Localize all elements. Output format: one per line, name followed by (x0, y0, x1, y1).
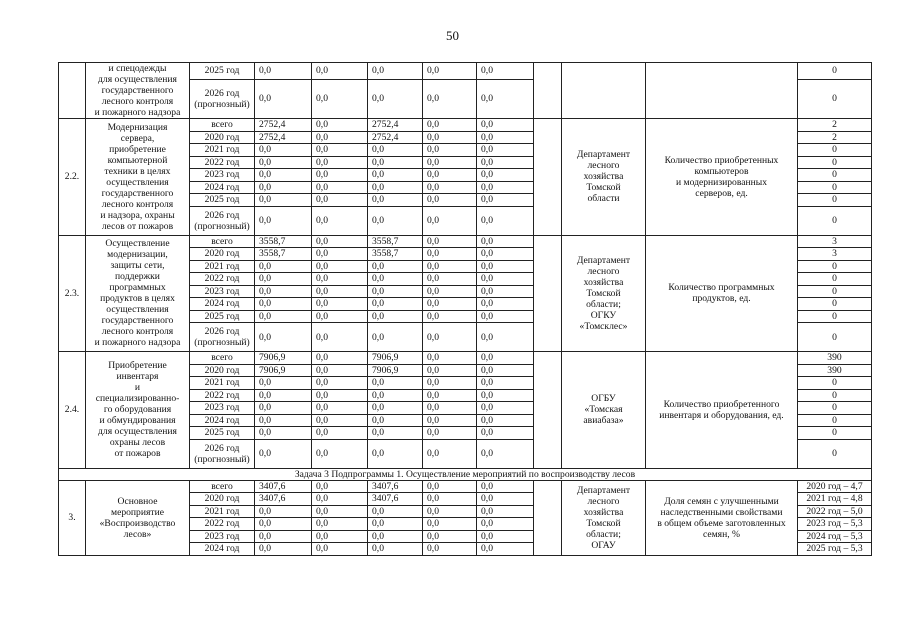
year-cell: 2025 год (190, 310, 255, 323)
amount-other: 0,0 (477, 377, 534, 390)
indicator-name: Доля семян с улучшенными наследственными свойствами в общем объеме заготовленных семян, % (646, 480, 798, 555)
amount-local: 0,0 (423, 248, 477, 261)
indicator-value: 0 (798, 310, 872, 323)
program-table (58, 62, 872, 556)
amount-federal: 0,0 (312, 493, 368, 506)
year-cell: 2025 год (190, 427, 255, 440)
amount-local: 0,0 (423, 377, 477, 390)
amount-total: 0,0 (255, 169, 312, 182)
year-cell: 2024 год (190, 181, 255, 194)
amount-other: 0,0 (477, 63, 534, 80)
amount-total: 0,0 (255, 530, 312, 543)
amount-local: 0,0 (423, 206, 477, 235)
amount-local: 0,0 (423, 63, 477, 80)
indicator-value: 0 (798, 260, 872, 273)
amount-federal: 0,0 (312, 364, 368, 377)
table-row (59, 352, 872, 365)
amount-regional: 0,0 (368, 169, 423, 182)
amount-total: 0,0 (255, 323, 312, 352)
amount-federal: 0,0 (312, 273, 368, 286)
year-cell: 2021 год (190, 505, 255, 518)
table-row (59, 480, 872, 493)
amount-other: 0,0 (477, 505, 534, 518)
item-number: 2.3. (59, 235, 86, 352)
amount-other: 0,0 (477, 310, 534, 323)
year-cell: 2021 год (190, 144, 255, 157)
amount-other: 0,0 (477, 273, 534, 286)
amount-regional: 3558,7 (368, 248, 423, 261)
amount-regional: 0,0 (368, 439, 423, 468)
amount-regional: 0,0 (368, 518, 423, 531)
year-cell: всего (190, 119, 255, 132)
amount-other: 0,0 (477, 235, 534, 248)
year-cell: 2020 год (190, 364, 255, 377)
year-cell: 2024 год (190, 414, 255, 427)
indicator-value: 0 (798, 63, 872, 80)
amount-regional: 0,0 (368, 273, 423, 286)
amount-regional: 0,0 (368, 414, 423, 427)
amount-regional: 0,0 (368, 377, 423, 390)
indicator-value: 2021 год – 4,8 (798, 493, 872, 506)
amount-local: 0,0 (423, 131, 477, 144)
amount-local: 0,0 (423, 389, 477, 402)
amount-federal: 0,0 (312, 235, 368, 248)
amount-regional: 0,0 (368, 285, 423, 298)
executor (562, 63, 646, 119)
amount-other: 0,0 (477, 439, 534, 468)
indicator-value: 0 (798, 206, 872, 235)
amount-other: 0,0 (477, 364, 534, 377)
amount-federal: 0,0 (312, 414, 368, 427)
amount-federal: 0,0 (312, 169, 368, 182)
indicator-value: 390 (798, 364, 872, 377)
amount-federal: 0,0 (312, 79, 368, 118)
amount-federal: 0,0 (312, 119, 368, 132)
amount-federal: 0,0 (312, 181, 368, 194)
amount-other: 0,0 (477, 402, 534, 415)
amount-local: 0,0 (423, 505, 477, 518)
indicator-value: 3 (798, 235, 872, 248)
amount-regional: 0,0 (368, 194, 423, 207)
empty-column (534, 480, 562, 555)
amount-local: 0,0 (423, 402, 477, 415)
amount-local: 0,0 (423, 530, 477, 543)
empty-column (534, 352, 562, 469)
amount-total: 7906,9 (255, 352, 312, 365)
amount-federal: 0,0 (312, 206, 368, 235)
indicator-value: 2 (798, 131, 872, 144)
indicator-value: 0 (798, 427, 872, 440)
year-cell: 2026 год (прогнозный) (190, 323, 255, 352)
amount-other: 0,0 (477, 518, 534, 531)
year-cell: 2023 год (190, 169, 255, 182)
empty-column (534, 235, 562, 352)
amount-regional: 0,0 (368, 402, 423, 415)
amount-total: 0,0 (255, 285, 312, 298)
indicator-name (646, 63, 798, 119)
amount-regional: 0,0 (368, 505, 423, 518)
executor: Департамент лесного хозяйства Томской области; ОГКУ «Томсклес» (562, 235, 646, 352)
indicator-name: Количество программных продуктов, ед. (646, 235, 798, 352)
indicator-value: 0 (798, 144, 872, 157)
amount-regional: 2752,4 (368, 119, 423, 132)
amount-total: 0,0 (255, 427, 312, 440)
amount-other: 0,0 (477, 530, 534, 543)
amount-other: 0,0 (477, 298, 534, 311)
amount-federal: 0,0 (312, 144, 368, 157)
indicator-value: 0 (798, 79, 872, 118)
item-number: 2.2. (59, 119, 86, 236)
amount-total: 0,0 (255, 310, 312, 323)
amount-regional: 0,0 (368, 310, 423, 323)
amount-federal: 0,0 (312, 543, 368, 556)
amount-local: 0,0 (423, 298, 477, 311)
year-cell: 2022 год (190, 518, 255, 531)
amount-local: 0,0 (423, 79, 477, 118)
amount-total: 0,0 (255, 439, 312, 468)
amount-other: 0,0 (477, 543, 534, 556)
amount-total: 0,0 (255, 414, 312, 427)
executor: Департамент лесного хозяйства Томской области (562, 119, 646, 236)
amount-regional: 3407,6 (368, 480, 423, 493)
amount-federal: 0,0 (312, 194, 368, 207)
indicator-name: Количество приобретенного инвентаря и оборудования, ед. (646, 352, 798, 469)
amount-total: 7906,9 (255, 364, 312, 377)
year-cell: всего (190, 352, 255, 365)
amount-local: 0,0 (423, 439, 477, 468)
amount-total: 3558,7 (255, 248, 312, 261)
year-cell: всего (190, 235, 255, 248)
amount-federal: 0,0 (312, 377, 368, 390)
year-cell: 2025 год (190, 63, 255, 80)
year-cell: 2024 год (190, 543, 255, 556)
amount-local: 0,0 (423, 260, 477, 273)
year-cell: 2026 год (прогнозный) (190, 79, 255, 118)
indicator-value: 390 (798, 352, 872, 365)
amount-total: 0,0 (255, 194, 312, 207)
indicator-value: 0 (798, 169, 872, 182)
amount-total: 0,0 (255, 181, 312, 194)
amount-total: 0,0 (255, 298, 312, 311)
amount-other: 0,0 (477, 323, 534, 352)
indicator-value: 0 (798, 298, 872, 311)
amount-local: 0,0 (423, 543, 477, 556)
indicator-value: 0 (798, 323, 872, 352)
empty-column (534, 63, 562, 119)
year-cell: всего (190, 480, 255, 493)
amount-total: 2752,4 (255, 119, 312, 132)
amount-total: 0,0 (255, 260, 312, 273)
amount-regional: 7906,9 (368, 364, 423, 377)
page-number: 50 (446, 28, 459, 43)
amount-local: 0,0 (423, 273, 477, 286)
amount-other: 0,0 (477, 493, 534, 506)
amount-total: 0,0 (255, 505, 312, 518)
indicator-value: 0 (798, 439, 872, 468)
indicator-value: 2024 год – 5,3 (798, 530, 872, 543)
amount-total: 0,0 (255, 79, 312, 118)
year-cell: 2023 год (190, 285, 255, 298)
amount-local: 0,0 (423, 352, 477, 365)
amount-regional: 0,0 (368, 389, 423, 402)
year-cell: 2021 год (190, 260, 255, 273)
amount-local: 0,0 (423, 144, 477, 157)
table-row (59, 235, 872, 248)
amount-regional: 7906,9 (368, 352, 423, 365)
amount-total: 2752,4 (255, 131, 312, 144)
amount-federal: 0,0 (312, 505, 368, 518)
amount-regional: 0,0 (368, 260, 423, 273)
indicator-value: 2022 год – 5,0 (798, 505, 872, 518)
amount-federal: 0,0 (312, 260, 368, 273)
amount-regional: 3407,6 (368, 493, 423, 506)
amount-total: 3407,6 (255, 493, 312, 506)
amount-total: 0,0 (255, 156, 312, 169)
indicator-value: 0 (798, 402, 872, 415)
amount-local: 0,0 (423, 518, 477, 531)
amount-regional: 3558,7 (368, 235, 423, 248)
amount-local: 0,0 (423, 323, 477, 352)
amount-other: 0,0 (477, 181, 534, 194)
amount-other: 0,0 (477, 169, 534, 182)
item-number: 3. (59, 480, 86, 555)
amount-regional: 0,0 (368, 530, 423, 543)
amount-federal: 0,0 (312, 402, 368, 415)
amount-federal: 0,0 (312, 480, 368, 493)
amount-other: 0,0 (477, 248, 534, 261)
amount-regional: 0,0 (368, 156, 423, 169)
amount-federal: 0,0 (312, 352, 368, 365)
year-cell: 2026 год (прогнозный) (190, 439, 255, 468)
amount-federal: 0,0 (312, 248, 368, 261)
amount-other: 0,0 (477, 119, 534, 132)
amount-total: 0,0 (255, 543, 312, 556)
amount-total: 0,0 (255, 63, 312, 80)
item-name: Приобретение инвентаря и специализированно- го оборудования и обмундирования для осуществления охраны лесов от пожаров (86, 352, 190, 469)
task-heading-row (59, 468, 872, 480)
indicator-value: 0 (798, 181, 872, 194)
amount-federal: 0,0 (312, 131, 368, 144)
year-cell: 2020 год (190, 493, 255, 506)
year-cell: 2025 год (190, 194, 255, 207)
indicator-value: 0 (798, 414, 872, 427)
year-cell: 2021 год (190, 377, 255, 390)
amount-federal: 0,0 (312, 285, 368, 298)
year-cell: 2022 год (190, 156, 255, 169)
amount-federal: 0,0 (312, 439, 368, 468)
executor: ОГБУ «Томская авиабаза» (562, 352, 646, 469)
indicator-value: 0 (798, 389, 872, 402)
amount-federal: 0,0 (312, 518, 368, 531)
amount-local: 0,0 (423, 414, 477, 427)
year-cell: 2023 год (190, 402, 255, 415)
table-row (59, 119, 872, 132)
year-cell: 2020 год (190, 248, 255, 261)
indicator-value: 0 (798, 377, 872, 390)
executor: Департамент лесного хозяйства Томской области; ОГАУ (562, 480, 646, 555)
amount-federal: 0,0 (312, 63, 368, 80)
amount-regional: 2752,4 (368, 131, 423, 144)
amount-total: 0,0 (255, 273, 312, 286)
indicator-value: 2023 год – 5,3 (798, 518, 872, 531)
amount-other: 0,0 (477, 206, 534, 235)
amount-local: 0,0 (423, 427, 477, 440)
item-number (59, 63, 86, 119)
indicator-value: 0 (798, 156, 872, 169)
indicator-value: 2025 год – 5,3 (798, 543, 872, 556)
amount-total: 0,0 (255, 206, 312, 235)
amount-federal: 0,0 (312, 389, 368, 402)
indicator-value: 0 (798, 194, 872, 207)
amount-local: 0,0 (423, 480, 477, 493)
year-cell: 2026 год (прогнозный) (190, 206, 255, 235)
amount-other: 0,0 (477, 260, 534, 273)
indicator-value: 2020 год – 4,7 (798, 480, 872, 493)
amount-local: 0,0 (423, 364, 477, 377)
item-name: Осуществление модернизации, защиты сети, поддержки программных продуктов в целях осуществления государственного лесного контроля и пожарного надзора (86, 235, 190, 352)
amount-federal: 0,0 (312, 310, 368, 323)
amount-regional: 0,0 (368, 144, 423, 157)
amount-other: 0,0 (477, 480, 534, 493)
amount-local: 0,0 (423, 194, 477, 207)
amount-total: 0,0 (255, 377, 312, 390)
amount-other: 0,0 (477, 156, 534, 169)
amount-regional: 0,0 (368, 298, 423, 311)
amount-regional: 0,0 (368, 323, 423, 352)
item-number: 2.4. (59, 352, 86, 469)
item-name: и спецодежды для осуществления государственного лесного контроля и пожарного надзора (86, 63, 190, 119)
amount-federal: 0,0 (312, 530, 368, 543)
year-cell: 2022 год (190, 389, 255, 402)
amount-local: 0,0 (423, 285, 477, 298)
amount-other: 0,0 (477, 389, 534, 402)
amount-other: 0,0 (477, 131, 534, 144)
amount-local: 0,0 (423, 119, 477, 132)
table-row (59, 63, 872, 80)
amount-regional: 0,0 (368, 79, 423, 118)
year-cell: 2020 год (190, 131, 255, 144)
year-cell: 2024 год (190, 298, 255, 311)
amount-other: 0,0 (477, 144, 534, 157)
indicator-name: Количество приобретенных компьютеров и модернизированных серверов, ед. (646, 119, 798, 236)
amount-federal: 0,0 (312, 323, 368, 352)
indicator-value: 0 (798, 285, 872, 298)
amount-federal: 0,0 (312, 427, 368, 440)
year-cell: 2023 год (190, 530, 255, 543)
item-name: Модернизация сервера, приобретение компьютерной техники в целях осуществления государственного лесного контроля и надзора, охраны лесов от пожаров (86, 119, 190, 236)
task-heading: Задача 3 Подпрограммы 1. Осуществление мероприятий по воспроизводству лесов (59, 468, 872, 480)
amount-local: 0,0 (423, 169, 477, 182)
indicator-value: 2 (798, 119, 872, 132)
amount-total: 3407,6 (255, 480, 312, 493)
amount-total: 0,0 (255, 144, 312, 157)
amount-other: 0,0 (477, 414, 534, 427)
amount-local: 0,0 (423, 310, 477, 323)
amount-other: 0,0 (477, 194, 534, 207)
amount-regional: 0,0 (368, 206, 423, 235)
amount-local: 0,0 (423, 156, 477, 169)
amount-regional: 0,0 (368, 181, 423, 194)
empty-column (534, 119, 562, 236)
amount-other: 0,0 (477, 427, 534, 440)
amount-regional: 0,0 (368, 63, 423, 80)
amount-local: 0,0 (423, 235, 477, 248)
indicator-value: 0 (798, 273, 872, 286)
amount-total: 0,0 (255, 389, 312, 402)
amount-federal: 0,0 (312, 298, 368, 311)
amount-other: 0,0 (477, 79, 534, 118)
amount-total: 3558,7 (255, 235, 312, 248)
indicator-value: 3 (798, 248, 872, 261)
amount-federal: 0,0 (312, 156, 368, 169)
amount-total: 0,0 (255, 402, 312, 415)
item-name: Основное мероприятие «Воспроизводство лесов» (86, 480, 190, 555)
amount-regional: 0,0 (368, 427, 423, 440)
amount-local: 0,0 (423, 181, 477, 194)
amount-other: 0,0 (477, 285, 534, 298)
amount-total: 0,0 (255, 518, 312, 531)
amount-local: 0,0 (423, 493, 477, 506)
amount-other: 0,0 (477, 352, 534, 365)
amount-regional: 0,0 (368, 543, 423, 556)
year-cell: 2022 год (190, 273, 255, 286)
